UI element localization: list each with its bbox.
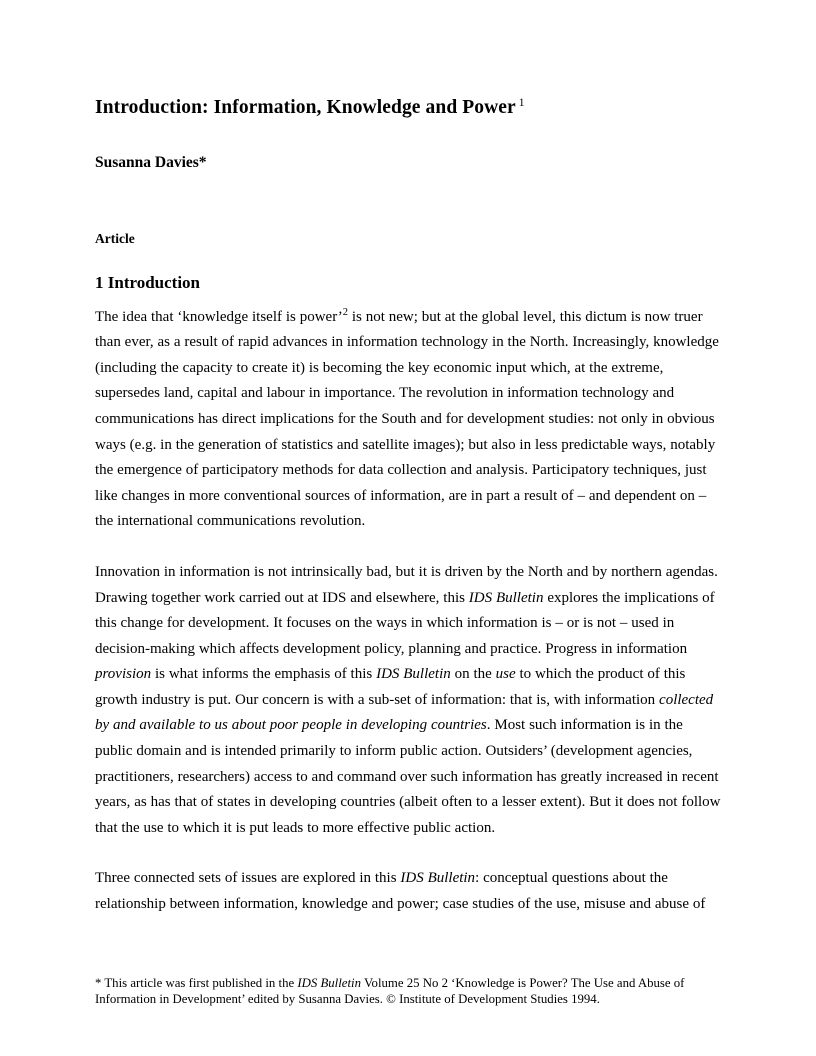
- page-content-column: [95, 0, 721, 918]
- title-footnote-marker: 1: [518, 96, 525, 109]
- italic-run: use: [495, 666, 516, 683]
- section-heading-introduction: 1 Introduction: [95, 273, 201, 293]
- text-run: on the: [450, 666, 496, 683]
- text-run: is not new; but at the global level, this dictum is now truer than ever, as a result of rapid advances in information technology in the North. Increasingly, knowledge (including the capacity to create it) is becoming the key economic input which, at the extreme, supersedes land, capital and labour in importance. The revolution in information technology and communications has direct implications for the South and for development studies: not only in obvious ways (e.g. in the generation of statistics and satellite images); but also in less predictable ways, notably the emergence of participatory methods for data collection and analysis. Participatory techniques, just like changes in more conventional sources of information, are in part a result of – and dependent on – the international communications revolution.: [95, 308, 719, 530]
- italic-run: collected by and available to us about poor people in developing countries: [95, 691, 714, 734]
- footnote-publication-note: [95, 975, 721, 1007]
- body-paragraph: [95, 535, 721, 842]
- italic-run: IDS Bulletin: [376, 666, 451, 683]
- italic-run: IDS Bulletin: [468, 589, 544, 606]
- italic-run: provision: [95, 666, 152, 683]
- article-type-label: Article: [95, 230, 135, 246]
- italic-run: IDS Bulletin: [297, 976, 361, 990]
- text-run: Innovation in information is not intrinsically bad, but it is driven by the North and by northern agendas. Drawing together work carried out at IDS and elsewhere, this: [95, 563, 718, 606]
- page-title-text: Introduction: Information, Knowledge and Power: [95, 97, 516, 118]
- text-run: Volume 25 No 2 ‘Knowledge is Power? The Use and Abuse of Information in Development’ edited by Susanna Davies. © Institute of Development Studies 1994.: [95, 976, 685, 1007]
- body-paragraph: [95, 841, 721, 917]
- author-name: Susanna Davies*: [95, 154, 207, 172]
- text-run: . Most such information is in the public domain and is intended primarily to inform public action. Outsiders’ (development agencies, practitioners, researchers) access to and command over such information has greatly increased in recent years, as has that of states in developing countries (albeit often to a lesser extent). But it does not follow that the use to which it is put leads to more effective public action.: [95, 717, 721, 836]
- body-text-container: [95, 294, 721, 918]
- footnote-reference-marker: 2: [342, 306, 348, 318]
- text-run: : conceptual questions about the relationship between information, knowledge and power; case studies of the use, misuse and abuse of: [95, 870, 706, 913]
- text-run: to which the product of this growth industry is put. Our concern is with a sub-set of information: that is, with information: [95, 666, 686, 708]
- text-run: * This article was first published in the: [95, 976, 298, 990]
- body-paragraph: [95, 294, 721, 535]
- italic-run: IDS Bulletin: [400, 870, 476, 887]
- page-title: [95, 0, 721, 119]
- text-run: explores the implications of this change for development. It focuses on the ways in which information is – or is not – used in decision-making which affects development policy, planning and practice. Progress in information: [95, 589, 715, 657]
- text-run: is what informs the emphasis of this: [151, 666, 377, 683]
- text-run: The idea that ‘knowledge itself is power’: [95, 308, 343, 325]
- text-run: Three connected sets of issues are explored in this: [95, 870, 401, 887]
